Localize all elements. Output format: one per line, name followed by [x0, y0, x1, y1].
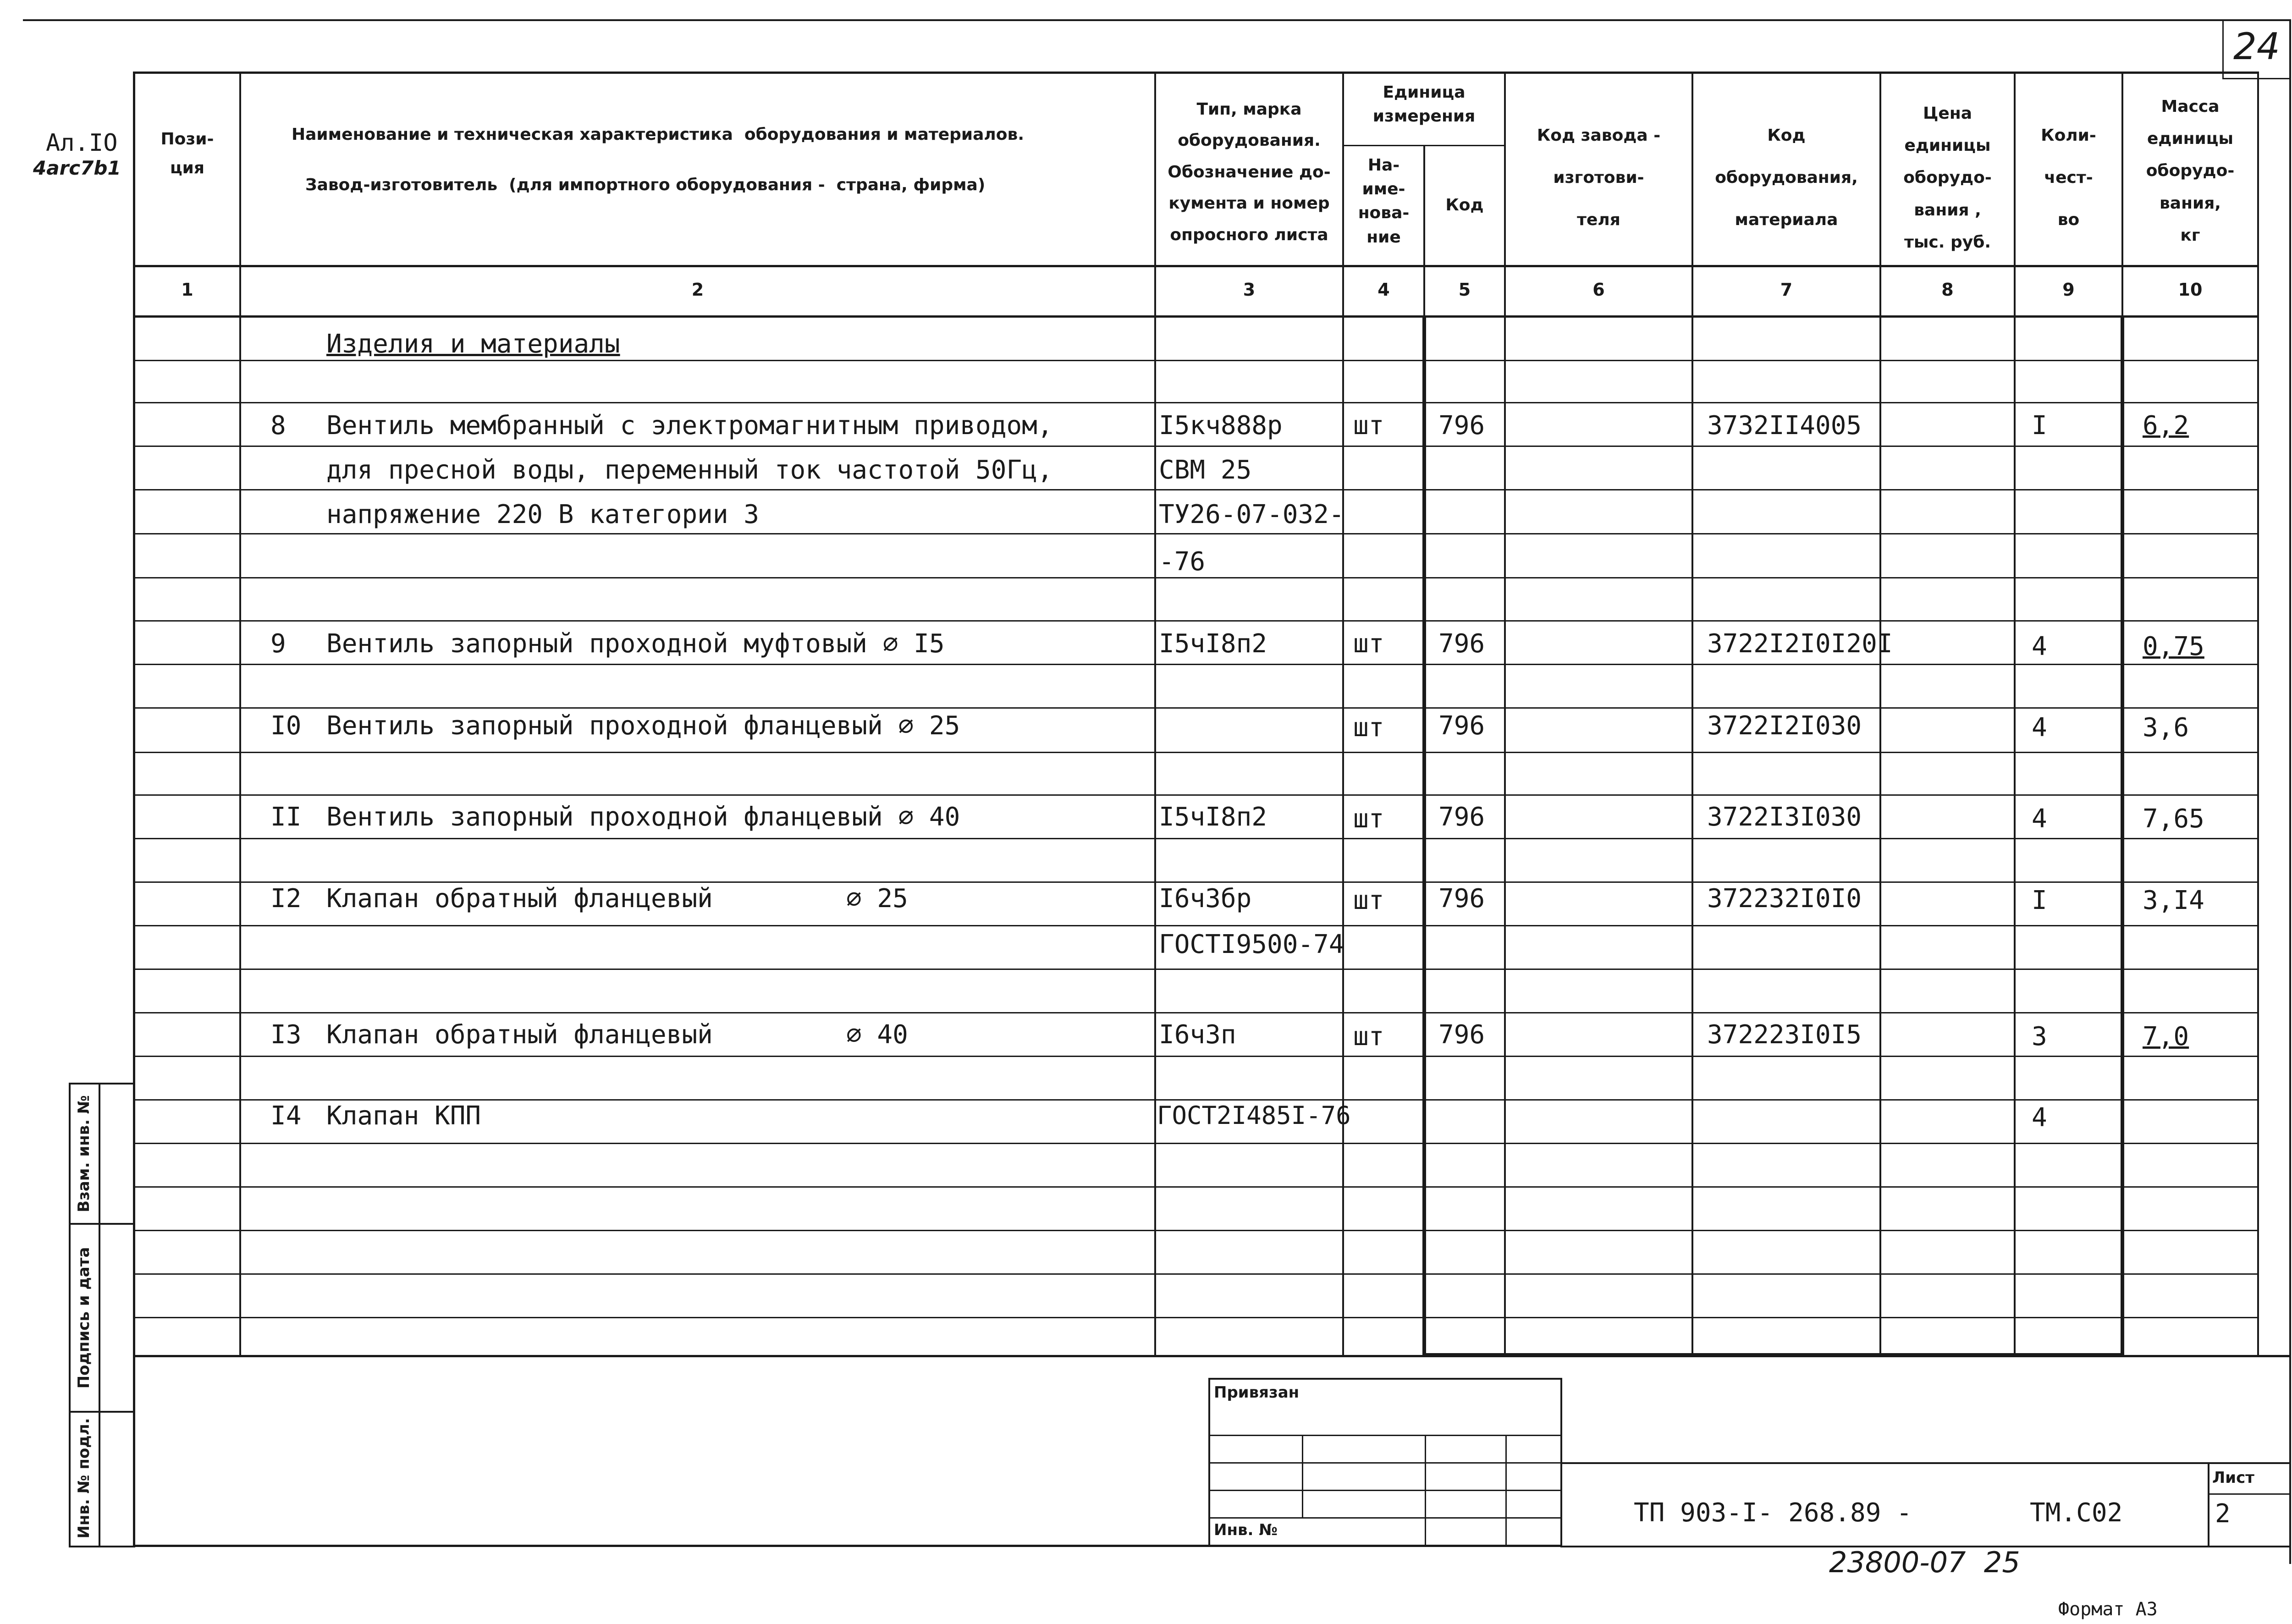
- row-item-code: 3732II4005: [1707, 411, 1862, 440]
- row-type: I5чI8п2: [1159, 802, 1267, 832]
- row-position: II: [270, 802, 302, 832]
- row-qty: 4: [2032, 1103, 2047, 1133]
- header-price: Цена единицы оборудо- вания , тыс. руб.: [1903, 104, 1992, 252]
- row-item-code: 372223I0I5: [1707, 1020, 1862, 1050]
- header-unit-name: На- име- нова- ние: [1358, 156, 1410, 247]
- header-mass: Масса единицы оборудо- вания, кг: [2146, 97, 2235, 245]
- row-unit-code: 796: [1438, 1020, 1485, 1050]
- row-item-code: 3722I3I030: [1707, 802, 1862, 832]
- row-qty: 3: [2032, 1022, 2047, 1051]
- header-unit-group: Единица измерения: [1372, 83, 1476, 126]
- row-name: Клапан КПП: [326, 1101, 481, 1131]
- column-number: 6: [1592, 280, 1605, 300]
- stamp-doc-code: ТП 903-I- 268.89 -: [1634, 1498, 1912, 1528]
- bottom-code: 23800-07 25: [1829, 1546, 2020, 1579]
- row-name: Клапан обратный фланцевый: [326, 1020, 713, 1050]
- header-unit-code: Код: [1445, 196, 1484, 215]
- row-type: I6ч3п: [1159, 1020, 1236, 1050]
- row-diameter: ∅ 40: [846, 1020, 908, 1050]
- stamp-mark: ТМ.С02: [2030, 1498, 2123, 1528]
- header-qty: Коли- чест- во: [2041, 126, 2096, 229]
- column-number: 1: [181, 280, 193, 300]
- row-type: -76: [1159, 547, 1206, 577]
- row-unit-code: 796: [1438, 411, 1485, 440]
- row-unit-code: 796: [1438, 802, 1485, 832]
- row-mass: 3,6: [2143, 713, 2189, 743]
- row-unit: шт: [1353, 713, 1384, 743]
- format-label: Формат А3: [2058, 1599, 2158, 1620]
- row-name: напряжение 220 В категории 3: [326, 500, 760, 529]
- header-name-line1: Наименование и техническая характеристика оборудования и материалов.: [292, 125, 1024, 144]
- row-qty: 4: [2032, 632, 2047, 661]
- column-number: 9: [2062, 280, 2075, 300]
- header-name-line2: Завод-изготовитель (для импортного оборудования - страна, фирма): [305, 176, 986, 194]
- row-qty: I: [2032, 886, 2047, 915]
- row-type: I5кч888р: [1159, 411, 1283, 440]
- column-number: 5: [1458, 280, 1471, 300]
- row-position: I3: [270, 1020, 302, 1050]
- column-number: 10: [2178, 280, 2203, 300]
- row-type: ГОСТI9500-74: [1159, 930, 1344, 959]
- row-name: для пресной воды, переменный ток частотой 50Гц,: [326, 455, 1053, 485]
- row-position: 9: [270, 629, 286, 659]
- column-number: 8: [1941, 280, 1954, 300]
- row-qty: I: [2032, 411, 2047, 440]
- header-item-code: Код оборудования, материала: [1715, 126, 1858, 229]
- column-number: 4: [1377, 280, 1390, 300]
- column-number: 3: [1243, 280, 1256, 300]
- row-unit-code: 796: [1438, 629, 1485, 659]
- stamp-inv-no: Инв. №: [1214, 1521, 1278, 1539]
- row-position: I2: [270, 884, 302, 914]
- row-unit: шт: [1353, 1022, 1384, 1051]
- row-mass: 7,65: [2143, 804, 2204, 834]
- row-diameter: ∅ 25: [846, 884, 908, 914]
- row-qty: 4: [2032, 804, 2047, 834]
- row-unit-code: 796: [1438, 884, 1485, 914]
- row-item-code: 372232I0I0: [1707, 884, 1862, 914]
- row-position: 8: [270, 411, 286, 440]
- row-mass: 0,75: [2143, 632, 2204, 661]
- row-mass: 3,I4: [2143, 886, 2204, 915]
- stamp-sheet-label: Лист: [2212, 1469, 2254, 1487]
- row-type: СВМ 25: [1159, 455, 1252, 485]
- row-unit: шт: [1353, 629, 1384, 659]
- row-position: I0: [270, 711, 302, 741]
- section-title: Изделия и материалы: [326, 329, 620, 359]
- row-name: Клапан обратный фланцевый: [326, 884, 713, 914]
- row-unit-code: 796: [1438, 711, 1485, 741]
- row-name: Вентиль запорный проходной фланцевый ∅ 40: [326, 802, 960, 832]
- row-qty: 4: [2032, 713, 2047, 743]
- header-position: Пози- ция: [160, 130, 214, 177]
- header-factory-code: Код завода - изготови- теля: [1537, 126, 1661, 229]
- row-position: I4: [270, 1101, 302, 1131]
- row-type: I5чI8п2: [1159, 629, 1267, 659]
- stamp-privyazan: Привязан: [1214, 1383, 1300, 1402]
- row-name: Вентиль запорный проходной муфтовый ∅ I5: [326, 629, 945, 659]
- row-type: I6ч3бр: [1159, 884, 1252, 914]
- row-mass: 7,0: [2143, 1022, 2189, 1051]
- margin-label-inv: Инв. № подл.: [75, 1418, 93, 1539]
- row-unit: шт: [1353, 804, 1384, 834]
- row-item-code: 3722I2I030: [1707, 711, 1862, 741]
- margin-label-podpis: Подпись и дата: [75, 1247, 93, 1389]
- page-number: 24: [2233, 25, 2280, 68]
- album-label: Ал.IO: [46, 129, 118, 157]
- header-type: Тип, марка оборудования. Обозначение до- кумента и номер опросного листа: [1168, 100, 1331, 244]
- column-number: 2: [691, 280, 704, 300]
- row-type: ГОСТ2I485I-76: [1157, 1101, 1351, 1130]
- column-number: 7: [1780, 280, 1793, 300]
- row-name: Вентиль запорный проходной фланцевый ∅ 25: [326, 711, 960, 741]
- row-mass: 6,2: [2143, 411, 2189, 440]
- margin-label-vzam: Взам. инв. №: [75, 1095, 93, 1212]
- album-code: 4arc7b1: [33, 157, 121, 179]
- row-unit: шт: [1353, 411, 1384, 440]
- row-name: Вентиль мембранный с электромагнитным приводом,: [326, 411, 1053, 440]
- stamp-sheet-number: 2: [2215, 1499, 2231, 1529]
- row-item-code: 3722I2I0I20I: [1707, 629, 1893, 659]
- row-unit: шт: [1353, 886, 1384, 915]
- row-type: ТУ26-07-032-: [1159, 500, 1344, 529]
